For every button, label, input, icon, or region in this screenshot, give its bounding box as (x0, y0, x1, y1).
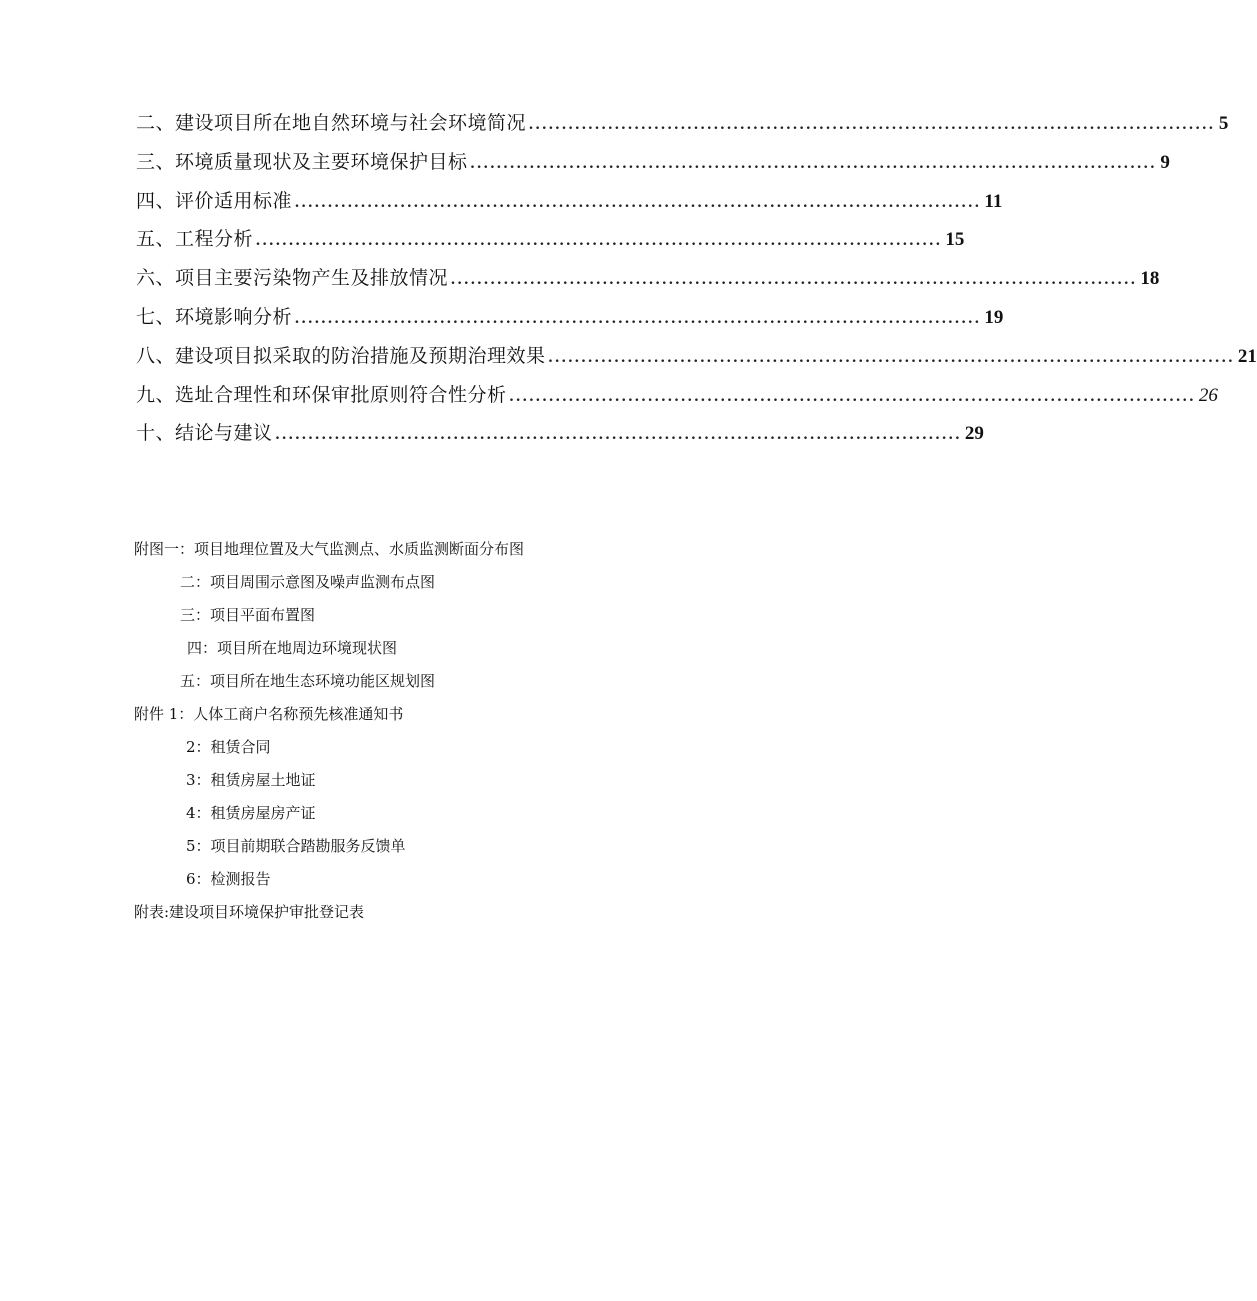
table-of-contents (136, 108, 1257, 457)
toc-page-number: 29 (964, 423, 984, 445)
toc-leader-dots: ........................................................................................................ (295, 193, 982, 211)
table-item: 附表:建设项目环境保护审批登记表 (134, 903, 365, 921)
toc-entry-9[interactable] (136, 380, 1218, 419)
toc-entry-5[interactable] (136, 224, 965, 263)
document-item-2: 2：租赁合同 (186, 738, 271, 756)
toc-leader-dots: ........................................................................................................ (548, 348, 1235, 366)
toc-page-number: 11 (984, 190, 1003, 212)
toc-leader-dots: ........................................................................................................ (451, 271, 1138, 289)
toc-page-number: 9 (1160, 151, 1170, 173)
figure-item-5: 五：项目所在地生态环境功能区规划图 (180, 672, 436, 690)
toc-leader-dots: ........................................................................................................ (529, 116, 1216, 133)
document-item-4: 4：租赁房屋房产证 (186, 804, 316, 822)
toc-page-number: 21 (1237, 345, 1257, 367)
toc-entry-4[interactable] (136, 186, 1003, 225)
figure-item-4: 四：项目所在地周边环境现状图 (187, 639, 398, 657)
toc-title: 五、工程分析 (136, 228, 254, 251)
toc-title: 三、环境质量现状及主要环境保护目标 (136, 150, 468, 173)
attachments-list (134, 538, 734, 934)
toc-title: 十、结论与建议 (136, 422, 273, 445)
toc-entry-2[interactable] (136, 108, 1229, 147)
toc-page-number: 26 (1198, 384, 1218, 406)
toc-title: 六、项目主要污染物产生及排放情况 (136, 267, 449, 290)
toc-entry-6[interactable] (136, 263, 1160, 302)
figure-item-3: 三：项目平面布置图 (180, 606, 316, 624)
figure-item-2: 二：项目周围示意图及噪声监测布点图 (180, 573, 436, 591)
document-item-1: 附件 1：人体工商户名称预先核准通知书 (134, 705, 404, 723)
toc-title: 四、评价适用标准 (136, 189, 293, 212)
toc-page-number: 19 (984, 306, 1004, 328)
document-item-3: 3：租赁房屋土地证 (186, 771, 316, 789)
toc-leader-dots: ........................................................................................................ (256, 232, 943, 250)
toc-title: 八、建设项目拟采取的防治措施及预期治理效果 (136, 344, 546, 367)
toc-title: 九、选址合理性和环保审批原则符合性分析 (136, 383, 507, 406)
toc-page-number: 18 (1140, 268, 1160, 290)
toc-title: 二、建设项目所在地自然环境与社会环境简况 (136, 112, 527, 134)
toc-title: 七、环境影响分析 (136, 305, 293, 328)
toc-entry-3[interactable] (136, 147, 1170, 186)
toc-entry-8[interactable] (136, 341, 1257, 380)
toc-leader-dots: ........................................................................................................ (275, 426, 962, 444)
toc-page-number: 15 (945, 229, 965, 251)
toc-leader-dots: ........................................................................................................ (295, 309, 982, 327)
figure-item-1: 附图一：项目地理位置及大气监测点、水质监测断面分布图 (134, 540, 525, 558)
document-item-5: 5：项目前期联合踏勘服务反馈单 (186, 837, 406, 855)
toc-page-number: 5 (1218, 113, 1229, 134)
toc-entry-7[interactable] (136, 302, 1004, 341)
toc-entry-10[interactable] (136, 418, 984, 457)
document-item-6: 6：检测报告 (186, 870, 271, 888)
toc-leader-dots: ........................................................................................................ (470, 154, 1157, 172)
toc-leader-dots: ........................................................................................................ (509, 387, 1196, 405)
